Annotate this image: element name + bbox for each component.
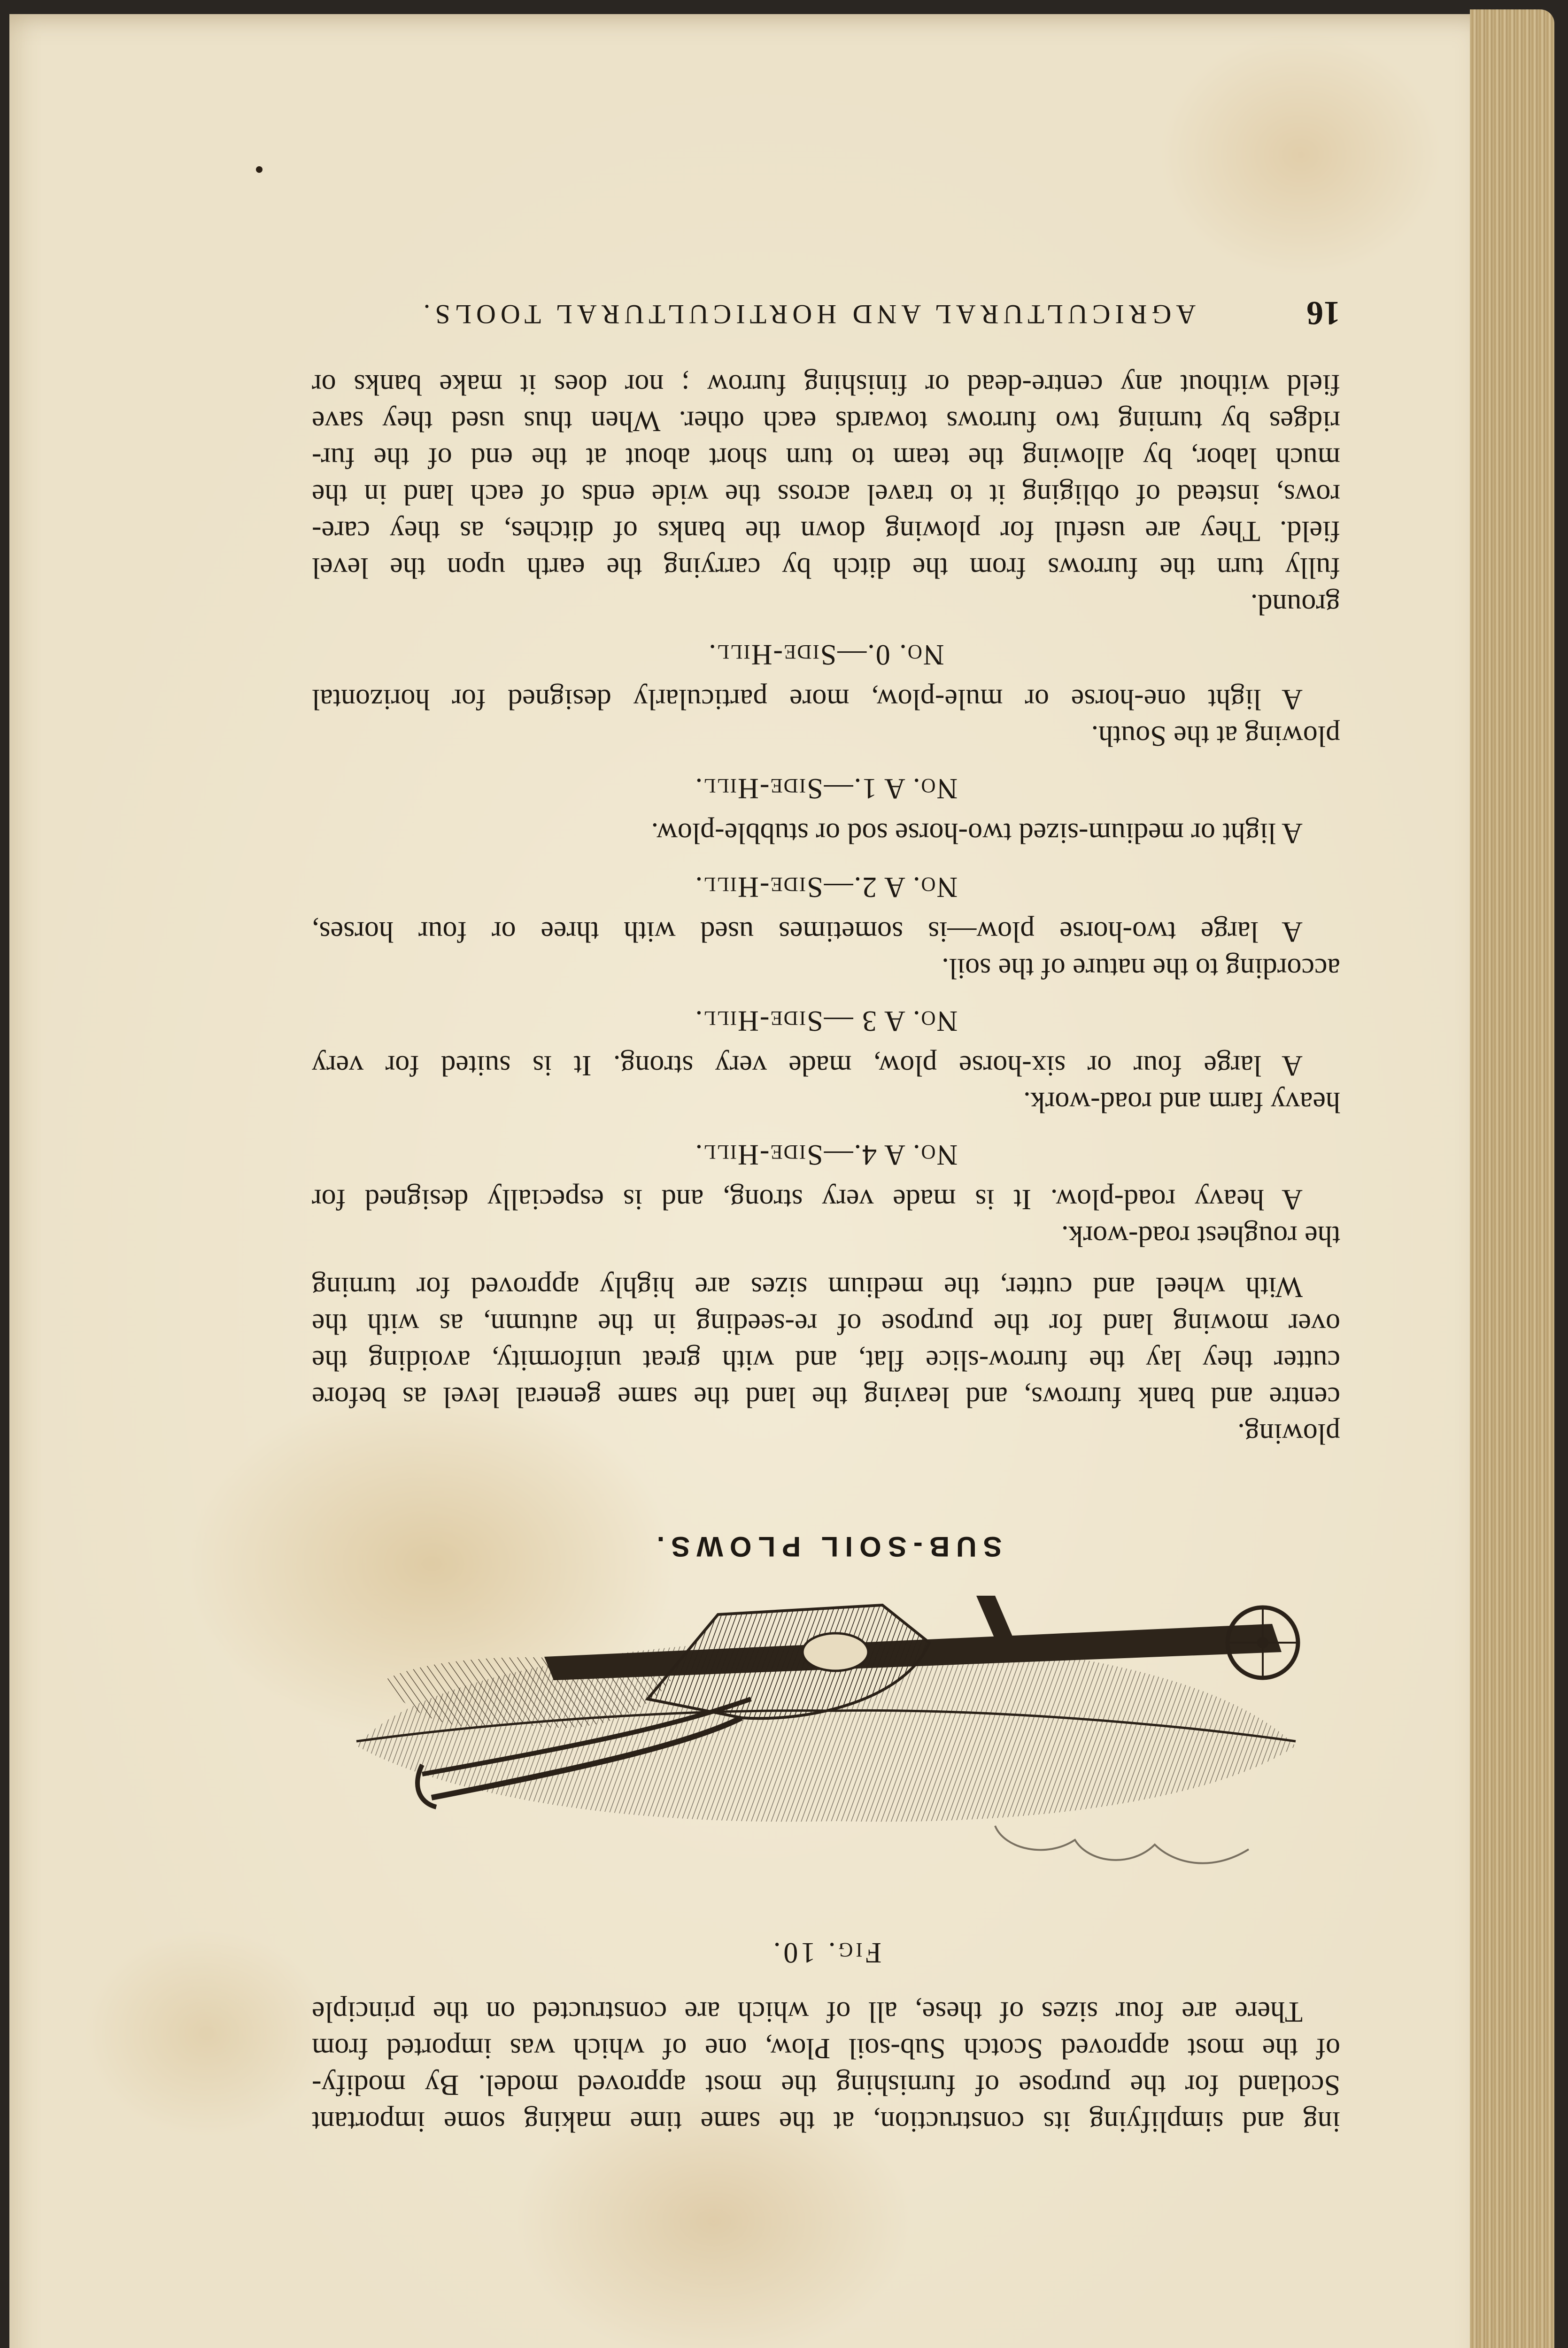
- text-line: A light one-horse or mule-plow, more particularly designed for horizontal: [312, 683, 1303, 715]
- figure-title: SUB-SOIL PLOWS.: [650, 1531, 1002, 1562]
- text-line: fully turn the furrows from the ditch by carrying the earth upon the level: [312, 552, 1340, 584]
- ink-speck: [256, 166, 263, 173]
- section-heading: No. A 2.—Side-Hill.: [694, 871, 958, 903]
- text-line: A large two-horse plow—is sometimes used with three or four horses,: [312, 916, 1303, 948]
- text-line: the roughest road-work.: [1061, 1220, 1340, 1252]
- text-line: Scotland for the purpose of furnishing the most approved model. By modify-: [312, 2069, 1340, 2101]
- text-line: of the most approved Scotch Sub-soil Plow, one of which was imported from: [312, 2032, 1340, 2064]
- text-line: A heavy road-plow. It is made very strong, and is especially designed for: [312, 1183, 1303, 1215]
- text-line: much labor, by allowing the team to turn short about at the end of the fur-: [312, 442, 1340, 474]
- section-heading: No. A 4.—Side-Hill.: [694, 1139, 958, 1171]
- text-line: With wheel and cutter, the medium sizes are highly approved for turning: [312, 1271, 1303, 1303]
- text-line: centre and bank furrows, and leaving the land the same general level as before: [312, 1381, 1340, 1413]
- text-line: ing and simplifying its construction, at the same time making some important: [312, 2106, 1340, 2138]
- text-line: A light or medium-sized two-horse sod or stubble-plow.: [651, 817, 1303, 849]
- text-line: plowing at the South.: [1091, 720, 1340, 752]
- text-line: A large four or six-horse plow, made very strong. It is suited for very: [312, 1050, 1303, 1081]
- section-heading: No. A 1.—Side-Hill.: [694, 772, 958, 804]
- section-heading: No. A 3 —Side-Hill.: [694, 1005, 958, 1037]
- text-line: field without any centre-dead or finishing furrow ; nor does it make banks or: [312, 369, 1340, 401]
- sub-soil-plow-engraving: [300, 1577, 1352, 1943]
- text-line: There are four sizes of these, all of which are constructed on the principle: [312, 1996, 1303, 2028]
- text-line: over mowing land for the purpose of re-seeding in the autumn, as with the: [312, 1308, 1340, 1340]
- text-line: ground.: [1250, 588, 1340, 620]
- text-line: rows, instead of obliging it to travel across the wide ends of each land in the: [312, 479, 1340, 510]
- text-line: plowing.: [1237, 1418, 1340, 1450]
- text-line: according to the nature of the soil.: [942, 952, 1340, 984]
- figure-caption: Fig. 10.: [770, 1937, 882, 1969]
- text-line: field. They are useful for plowing down the banks of ditches, as they care-: [312, 515, 1340, 547]
- text-line: heavy farm and road-work.: [1023, 1086, 1340, 1118]
- section-heading: No. 0.—Side-Hill.: [708, 639, 944, 671]
- text-line: cutter they lay the furrow-slice flat, and with great uniformity, avoiding the: [312, 1344, 1340, 1376]
- page-number: 16: [1306, 294, 1340, 332]
- running-head: AGRICULTURAL AND HORTICULTURAL TOOLS.: [418, 299, 1196, 330]
- text-line: ridges by turning two furrows towards each other. When thus used they save: [312, 405, 1340, 437]
